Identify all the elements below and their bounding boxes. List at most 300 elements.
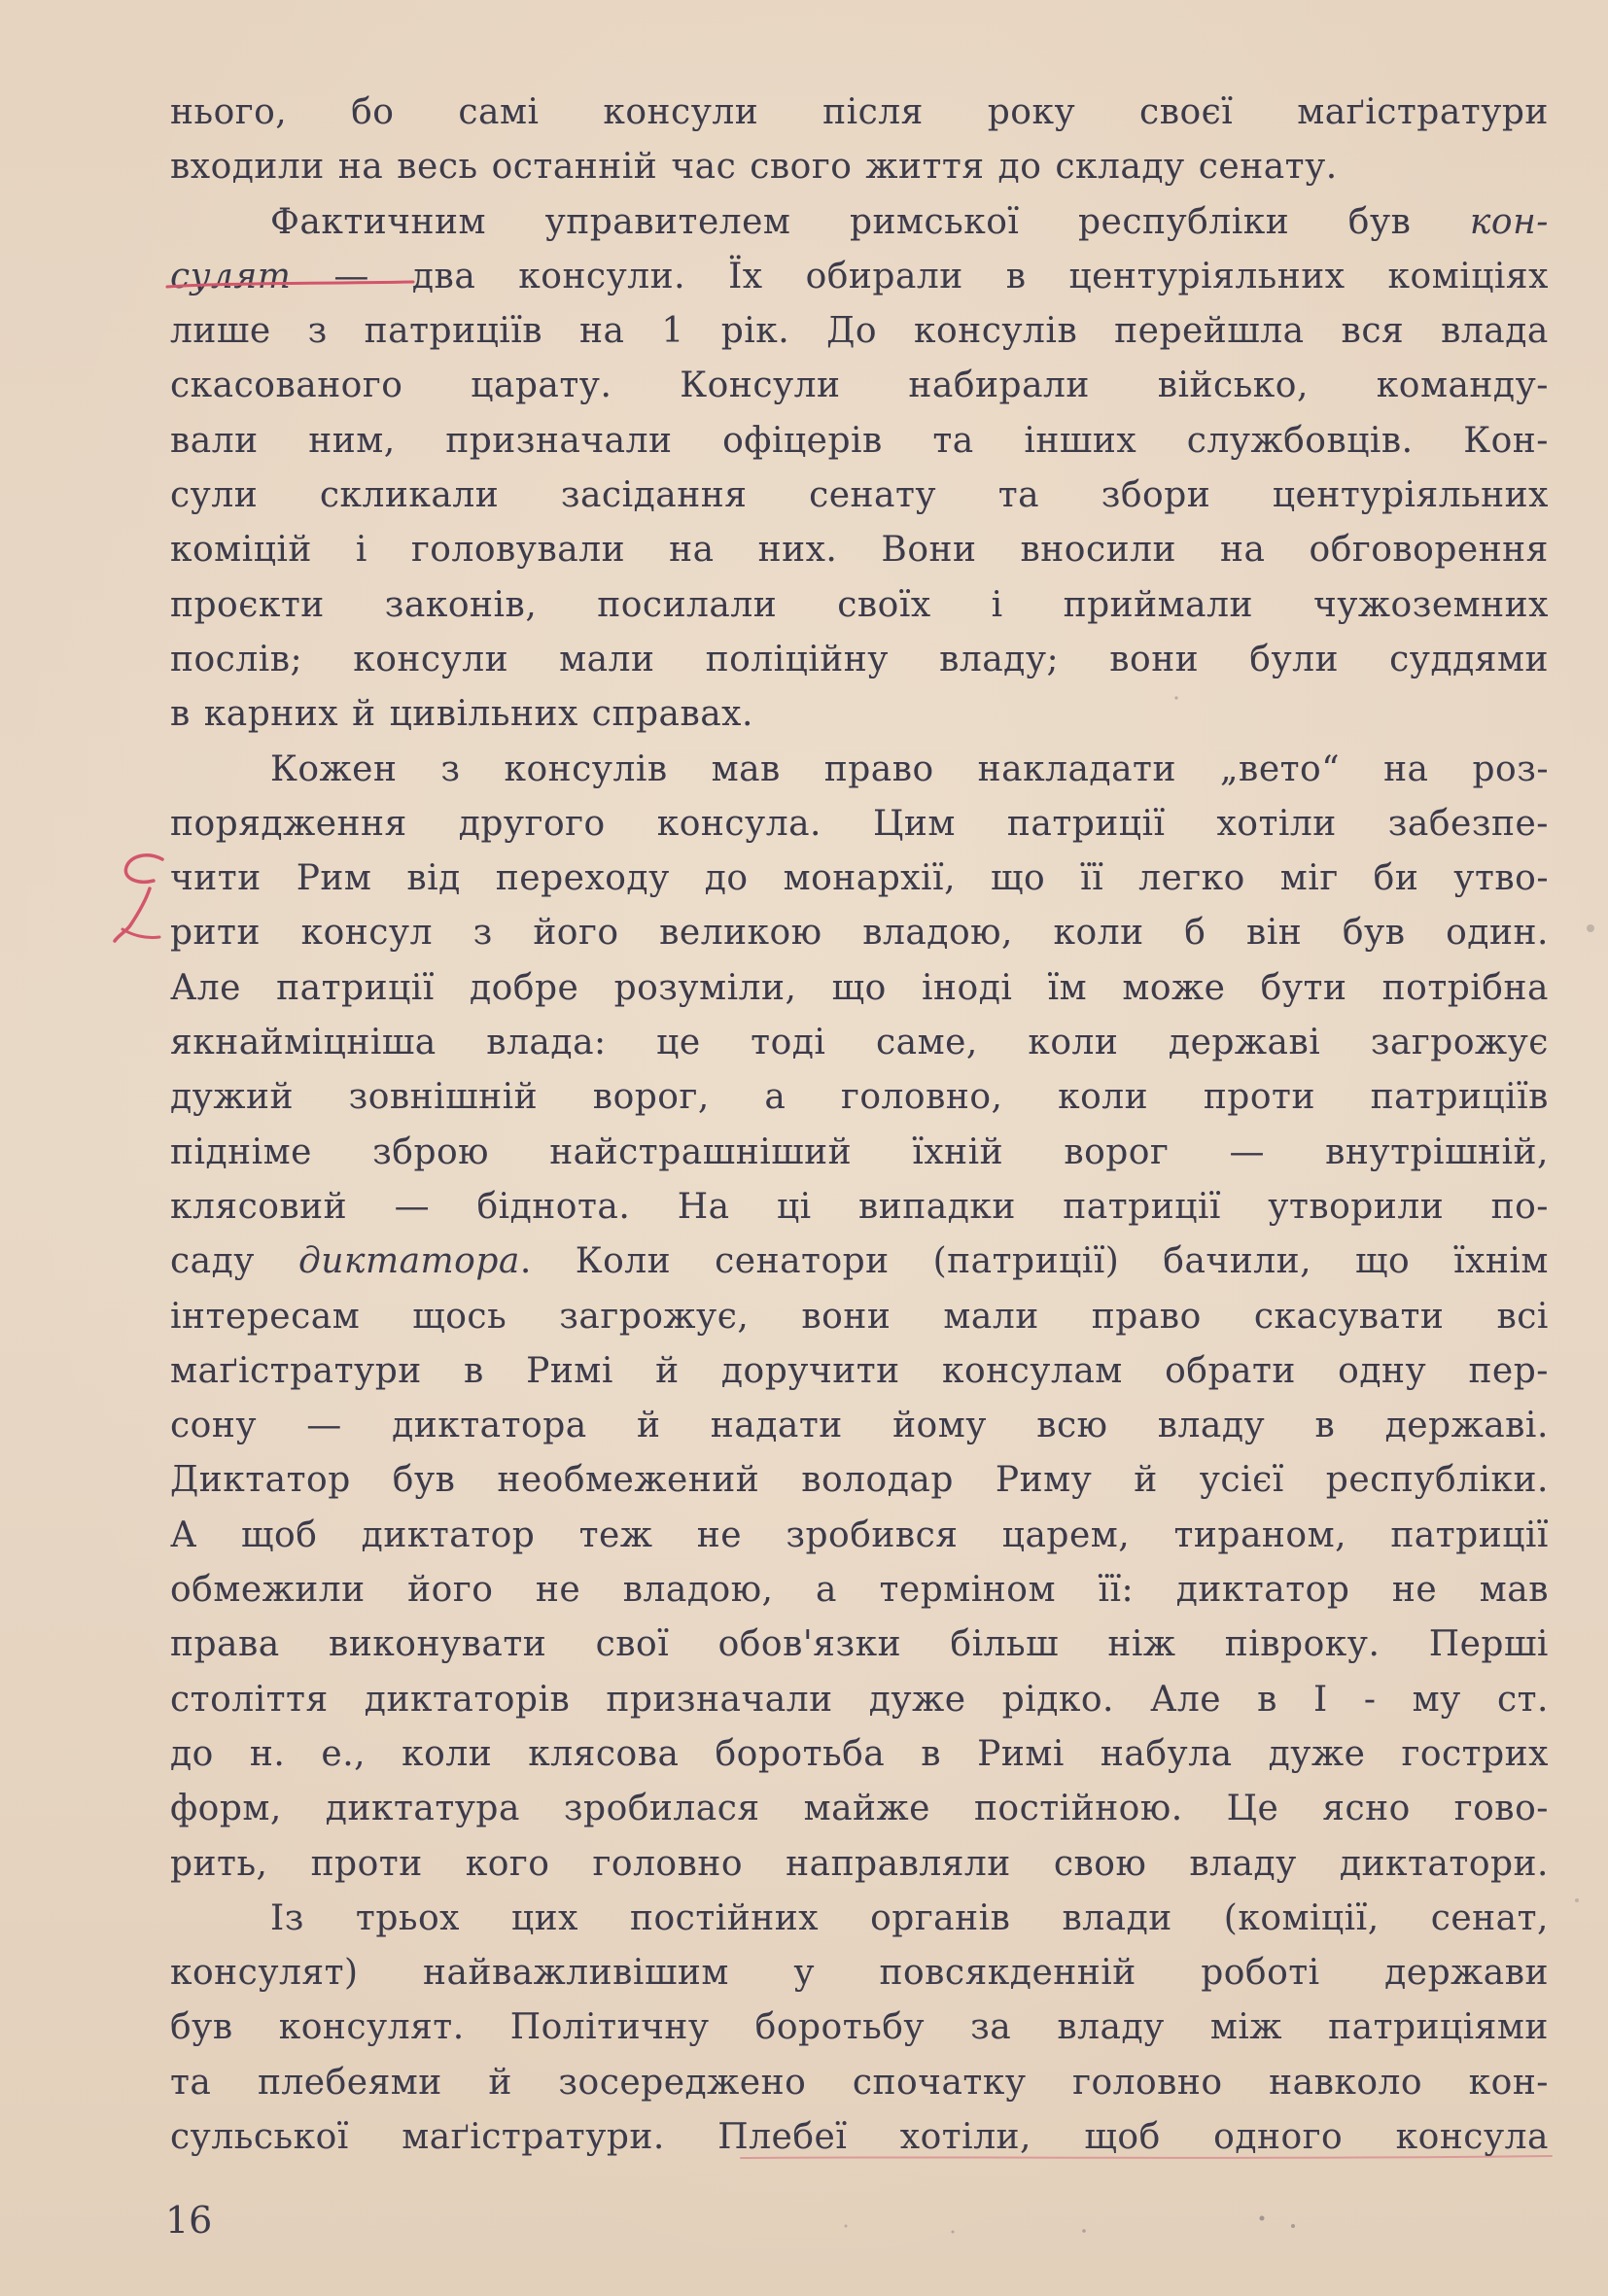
word: республіки. (1325, 1460, 1549, 1501)
word: тираном, (1173, 1514, 1347, 1555)
word: в (921, 1733, 942, 1774)
word: між (1209, 2007, 1283, 2048)
word: вони (801, 1296, 891, 1337)
word: би (1373, 858, 1419, 899)
word: й (655, 1350, 680, 1391)
word: накладати (977, 748, 1176, 789)
word: карних (203, 694, 339, 735)
word: сенат, (1430, 1897, 1549, 1938)
word: дуже (1268, 1733, 1366, 1774)
word: органів (870, 1897, 1011, 1938)
word: випадки (858, 1186, 1016, 1227)
word: посилали (597, 584, 778, 625)
word: до (704, 858, 749, 899)
word: був (392, 1460, 456, 1501)
word: послів; (170, 639, 303, 679)
word: е., (321, 1733, 367, 1774)
text-line (170, 687, 1549, 742)
word: самі (458, 92, 540, 132)
word: щоб (1084, 2116, 1161, 2157)
word: доручити (720, 1350, 900, 1391)
word: патриціїв (364, 311, 543, 352)
word: справах. (591, 694, 753, 735)
word: внутрішній, (1325, 1131, 1549, 1172)
word: му (1412, 1679, 1461, 1720)
word: ст. (1496, 1679, 1549, 1720)
word: розуміли, (613, 967, 797, 1008)
word: свого (750, 147, 853, 188)
word: — (394, 1186, 431, 1227)
word: набирали (908, 365, 1090, 406)
word: - (1363, 1679, 1377, 1720)
word: патриції (1063, 1186, 1221, 1227)
word: їм (1047, 967, 1088, 1008)
word: більш (950, 1624, 1060, 1665)
word: коміціях (1387, 256, 1549, 296)
word: До (826, 311, 878, 352)
word: дуже (868, 1679, 966, 1720)
word: військо, (1157, 365, 1309, 406)
text-line (170, 359, 1549, 413)
word: лише (170, 311, 271, 352)
word: законів, (384, 584, 538, 625)
word: їхній (912, 1131, 1004, 1172)
word: утво- (1453, 858, 1549, 899)
word: усієї (1199, 1460, 1284, 1501)
word: якнайміцніша (170, 1023, 437, 1063)
word: й (488, 2062, 512, 2103)
word: консули. (518, 256, 686, 296)
word: в (170, 694, 191, 735)
text-line (170, 906, 1549, 960)
word: коміцій (170, 530, 312, 571)
word: великою (659, 913, 822, 954)
text-line (170, 1126, 1549, 1180)
word: мали (943, 1296, 1039, 1337)
word: добре (469, 967, 579, 1008)
word: диктатор (361, 1514, 536, 1555)
word: мав (711, 748, 781, 789)
text-line (170, 140, 1549, 194)
word: ним, (308, 420, 396, 461)
word: . (519, 1241, 532, 1282)
word: сули (170, 475, 259, 516)
word: виконувати (329, 1624, 547, 1665)
word: саме, (875, 1023, 978, 1063)
word: своєї (1139, 92, 1234, 132)
word: право (823, 748, 934, 789)
word: (коміції, (1223, 1897, 1380, 1938)
word: нього, (170, 92, 288, 132)
word: б (1184, 913, 1206, 954)
word: консулят) (170, 1953, 359, 1994)
text-line (170, 304, 1549, 359)
word: з (307, 311, 328, 352)
word: державі. (1384, 1406, 1549, 1446)
word: консули (603, 92, 759, 132)
word: форм, (170, 1789, 282, 1829)
word: спочатку (852, 2062, 1027, 2103)
text-line (170, 469, 1549, 523)
italic-term: кон- (1469, 201, 1549, 242)
word: приймали (1063, 584, 1253, 625)
word: проєкти (170, 584, 325, 625)
word: й (1134, 1460, 1158, 1501)
word: головно, (841, 1077, 1003, 1118)
word: патриціями (1328, 2007, 1549, 2048)
word: своїх (837, 584, 931, 625)
word: переходу (495, 858, 670, 899)
word: два (411, 256, 476, 296)
word: головно (592, 1843, 744, 1884)
word: н. (249, 1733, 286, 1774)
word: консулів (504, 748, 668, 789)
word: сенату (809, 475, 937, 516)
word: Перші (1428, 1624, 1549, 1665)
word: теж (578, 1514, 653, 1555)
word: кон- (1468, 2062, 1549, 2103)
word: всю (1036, 1406, 1108, 1446)
word: консула. (656, 803, 821, 844)
word: плебеями (257, 2062, 442, 2103)
text-line (170, 250, 1549, 304)
text-line (170, 414, 1549, 469)
word: постійною. (973, 1789, 1183, 1829)
word: роз- (1472, 748, 1549, 789)
word: й (637, 1406, 661, 1446)
word: утворили (1268, 1186, 1445, 1227)
word: клясовий (170, 1186, 348, 1227)
word: постійних (630, 1897, 820, 1938)
word: сенатори (715, 1241, 890, 1282)
word: від (406, 858, 461, 899)
word: це (656, 1023, 701, 1063)
word: навколо (1269, 2062, 1423, 2103)
word: в (1314, 1406, 1336, 1446)
word: по- (1490, 1186, 1549, 1227)
text-line (170, 1290, 1549, 1344)
word: свою (1053, 1843, 1147, 1884)
italic-term: сулят (170, 256, 292, 296)
pencil-margin-scribble (109, 846, 177, 953)
word: диктатора (392, 1406, 587, 1446)
word: сону (170, 1406, 258, 1446)
word: поліційну (705, 639, 889, 679)
word: на (669, 530, 715, 571)
text-line (170, 1946, 1549, 2000)
word: маґістратури (170, 1350, 422, 1391)
word: з (472, 913, 493, 954)
word: Рим (296, 858, 372, 899)
word: Із (270, 1897, 304, 1938)
word: Але (1150, 1679, 1222, 1720)
word: бути (1260, 967, 1347, 1008)
word: цих (511, 1897, 578, 1938)
word: найстрашніший (549, 1131, 853, 1172)
word: потрібна (1381, 967, 1549, 1008)
word: біднота. (476, 1186, 631, 1227)
word: скасованого (170, 365, 403, 406)
word: на (337, 147, 384, 188)
word: центуріяльних (1272, 475, 1549, 516)
word: роботі (1201, 1953, 1320, 1994)
text-line (170, 578, 1549, 633)
word: інтересам (170, 1296, 361, 1337)
word: Але (170, 967, 241, 1008)
word: державі (1168, 1023, 1321, 1063)
word: володар (801, 1460, 954, 1501)
word: щось (412, 1296, 507, 1337)
text-line (170, 1837, 1549, 1892)
word: рити (170, 913, 261, 954)
word: консулят. (278, 2007, 465, 2048)
word: та (997, 475, 1040, 516)
word: А (170, 1514, 197, 1555)
word: саду (170, 1241, 255, 1282)
word: маґістратури (1297, 92, 1549, 132)
word: в (1005, 256, 1027, 296)
word: право (1091, 1296, 1202, 1337)
word: владою, (862, 913, 1013, 954)
word: зробився (786, 1514, 959, 1555)
word: диктаторів (364, 1679, 571, 1720)
word: управителем (544, 201, 791, 242)
word: і (991, 584, 1003, 625)
word: коли (1028, 1023, 1119, 1063)
word: найважливішим (423, 1953, 729, 1994)
word: патриції (1006, 803, 1166, 844)
word: головно (1072, 2062, 1223, 2103)
word: обговорення (1309, 530, 1549, 571)
word: за (970, 2007, 1012, 2048)
word: коли (402, 1733, 493, 1774)
word: — (1229, 1131, 1265, 1172)
word: не (696, 1514, 743, 1555)
text-line (170, 1399, 1549, 1453)
italic-term: диктатора (297, 1241, 520, 1282)
text-line (170, 1344, 1549, 1399)
word: дужий (170, 1077, 294, 1118)
word: обирали (805, 256, 963, 296)
word: рить, (170, 1843, 268, 1884)
word: бо (351, 92, 395, 132)
text-line (170, 1563, 1549, 1618)
word: призначали (445, 420, 673, 461)
word: до (997, 147, 1042, 188)
text-line (170, 523, 1549, 577)
text-line (170, 797, 1549, 852)
word: необмежений (497, 1460, 760, 1501)
word: офіцерів (722, 420, 883, 461)
text-line (170, 1235, 1549, 1289)
word: ясно (1322, 1789, 1411, 1829)
word: мали (559, 639, 655, 679)
word: — (306, 1406, 342, 1446)
word: цивільних (389, 694, 578, 735)
word: набула (1100, 1733, 1233, 1774)
word: легко (1138, 858, 1245, 899)
word: загрожує (1370, 1023, 1549, 1063)
word: „вето“ (1219, 748, 1341, 789)
word: скасувати (1253, 1296, 1445, 1337)
word: боротьба (715, 1733, 886, 1774)
text-line (170, 961, 1549, 1016)
word: скликали (319, 475, 500, 516)
word: інших (1024, 420, 1137, 461)
word: ворог, (592, 1077, 710, 1118)
text-line (170, 1180, 1549, 1235)
word: гострих (1401, 1733, 1549, 1774)
word: вони (1109, 639, 1200, 679)
text-line (170, 1016, 1549, 1070)
word: Їх (728, 256, 763, 296)
word: 1 (661, 311, 684, 352)
word: головували (410, 530, 626, 571)
word: бачили, (1163, 1241, 1312, 1282)
word: забезпе- (1387, 803, 1549, 844)
word: ці (776, 1186, 812, 1227)
word: з (440, 748, 461, 789)
word: сульської (170, 2116, 349, 2157)
word: направляли (786, 1843, 1011, 1884)
word: консул (300, 913, 433, 954)
word: збори (1101, 475, 1211, 516)
word: проти (1203, 1077, 1315, 1118)
word: загрожує, (559, 1296, 750, 1337)
word: монархії, (783, 858, 957, 899)
word: щоб (241, 1514, 318, 1555)
word: консулів (914, 311, 1078, 352)
word: римської (849, 201, 1020, 242)
word: патриції (276, 967, 435, 1008)
word: Кон- (1463, 420, 1549, 461)
word: зовнішній (348, 1077, 539, 1118)
word: весь (397, 147, 478, 188)
text-line (170, 1070, 1549, 1125)
word: кого (465, 1843, 550, 1884)
word: призначали (606, 1679, 833, 1720)
word: що (1354, 1241, 1411, 1282)
word: на (1220, 530, 1266, 571)
body-text (170, 86, 1549, 2165)
word: консула (1395, 2116, 1549, 2157)
word: рідко. (1001, 1679, 1114, 1720)
text-line (170, 852, 1549, 906)
word: свої (595, 1624, 670, 1665)
word: іноді (922, 967, 1013, 1008)
word: одного (1213, 2116, 1344, 2157)
word: консулам (941, 1350, 1123, 1391)
word: може (1122, 967, 1226, 1008)
word: Римі (977, 1733, 1065, 1774)
word: ворог (1064, 1131, 1170, 1172)
word: Диктатор (170, 1460, 351, 1501)
word: диктатор (1175, 1570, 1350, 1611)
word: чужоземних (1312, 584, 1549, 625)
word: Політичну (509, 2007, 710, 2048)
word: вся (1341, 311, 1405, 352)
word: зосереджено (558, 2062, 807, 2103)
word: чити (170, 858, 262, 899)
word: хотіли (1216, 803, 1337, 844)
word: засідання (560, 475, 748, 516)
word: патриції (1390, 1514, 1549, 1555)
word: був (1342, 913, 1406, 954)
word: царем, (1001, 1514, 1131, 1555)
word: не (1391, 1570, 1438, 1611)
text-line (170, 633, 1549, 687)
word: царату. (471, 365, 612, 406)
word: маґістратури. (402, 2116, 665, 2157)
text-line (170, 86, 1549, 140)
text-line (170, 195, 1549, 250)
word: був (170, 2007, 233, 2048)
word: на (1383, 748, 1429, 789)
word: був (1347, 201, 1412, 242)
word: йому (892, 1406, 987, 1446)
word: зброю (372, 1131, 490, 1172)
word: вали (170, 420, 259, 461)
word: один. (1446, 913, 1549, 954)
word: влада: (486, 1023, 607, 1063)
word: Кожен (270, 748, 398, 789)
word: після (822, 92, 924, 132)
word: міг (1279, 858, 1339, 899)
word: та (932, 420, 974, 461)
word: Риму (995, 1460, 1093, 1501)
word: службовців. (1186, 420, 1414, 461)
text-line (170, 1892, 1549, 1946)
word: проти (310, 1843, 423, 1884)
text-line (170, 743, 1549, 797)
word: обов'язки (717, 1624, 902, 1665)
text-line (170, 1727, 1549, 1782)
word: входили (170, 147, 325, 188)
word: диктатура (325, 1789, 520, 1829)
word: гово- (1453, 1789, 1549, 1829)
word: тоді (751, 1023, 826, 1063)
word: владою, (622, 1570, 774, 1611)
word: життя (865, 147, 985, 188)
word: — (333, 256, 369, 296)
word: були (1249, 639, 1339, 679)
word: півроку. (1224, 1624, 1381, 1665)
text-line (170, 1673, 1549, 1727)
word: Плебеї (717, 2116, 848, 2157)
text-line (170, 2110, 1549, 2165)
word: та (170, 2062, 212, 2103)
word: патриціїв (1370, 1077, 1549, 1118)
word: Коли (575, 1241, 672, 1282)
word: майже (803, 1789, 930, 1829)
word: мав (1479, 1570, 1549, 1611)
word: останній (491, 147, 658, 188)
word: його (407, 1570, 494, 1611)
word: всі (1496, 1296, 1549, 1337)
word: одну (1338, 1350, 1427, 1391)
word: зробилася (563, 1789, 760, 1829)
text-line (170, 2056, 1549, 2110)
text-line (170, 1782, 1549, 1836)
word: пер- (1468, 1350, 1549, 1391)
word: час (671, 147, 737, 188)
word: Римі (526, 1350, 613, 1391)
word: в (464, 1350, 484, 1391)
word: (патриції) (932, 1241, 1120, 1282)
word: права (170, 1624, 280, 1665)
word: диктатори. (1339, 1843, 1549, 1884)
word: команду- (1376, 365, 1549, 406)
